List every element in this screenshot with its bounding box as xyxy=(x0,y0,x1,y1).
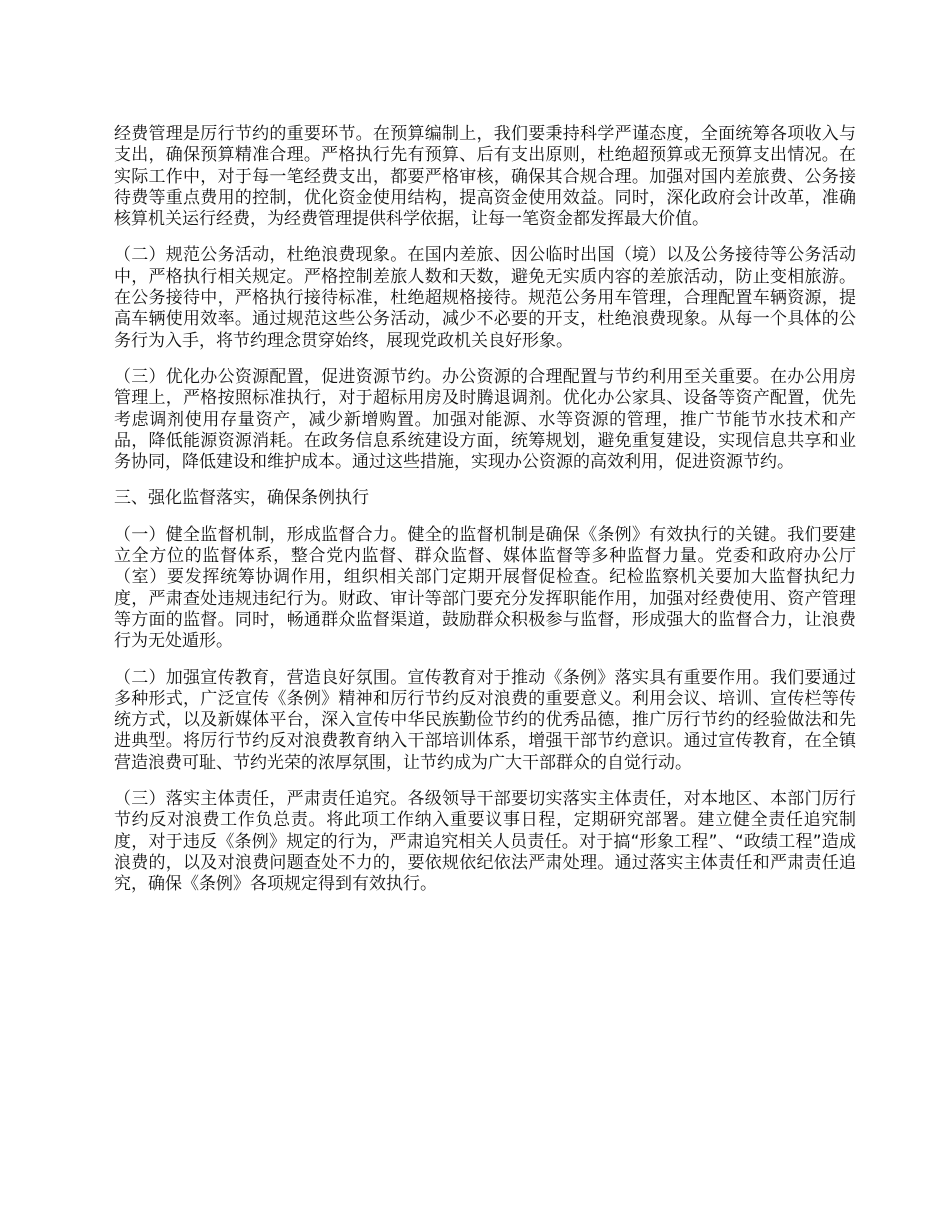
paragraph-supervision-mechanism: （一）健全监督机制，形成监督合力。健全的监督机制是确保《条例》有效执行的关键。我们要建立全方位的监督体系，整合党内监督、群众监督、媒体监督等多种监督力量。党委和政府办公厅（室）要发挥统筹协调作用，组织相关部门定期开展督促检查。纪检监察机关要加大监督执纪力度，严肃查处违规违纪行为。财政、审计等部门要充分发挥职能作用，加强对经费使用、资产管理等方面的监督。同时，畅通群众监督渠道，鼓励群众积极参与监督，形成强大的监督合力，让浪费行为无处遁形。 xyxy=(114,524,856,652)
paragraph-office-resources: （三）优化办公资源配置，促进资源节约。办公资源的合理配置与节约利用至关重要。在办公用房管理上，严格按照标准执行，对于超标用房及时腾退调剂。优化办公家具、设备等资产配置，优先考虑调剂使用存量资产，减少新增购置。加强对能源、水等资源的管理，推广节能节水技术和产品，降低能源资源消耗。在政务信息系统建设方面，统筹规划，避免重复建设，实现信息共享和业务协同，降低建设和维护成本。通过这些措施，实现办公资源的高效利用，促进资源节约。 xyxy=(114,366,856,473)
document-body xyxy=(114,124,856,911)
paragraph-publicity-education: （二）加强宣传教育，营造良好氛围。宣传教育对于推动《条例》落实具有重要作用。我们要通过多种形式，广泛宣传《条例》精神和厉行节约反对浪费的重要意义。利用会议、培训、宣传栏等传统方式，以及新媒体平台，深入宣传中华民族勤俭节约的优秀品德，推广厉行节约的经验做法和先进典型。将厉行节约反对浪费教育纳入干部培训体系，增强干部节约意识。通过宣传教育，在全镇营造浪费可耻、节约光荣的浓厚氛围，让节约成为广大干部群众的自觉行动。 xyxy=(114,667,856,773)
paragraph-official-activities: （二）规范公务活动，杜绝浪费现象。在国内差旅、因公临时出国（境）以及公务接待等公务活动中，严格执行相关规定。严格控制差旅人数和天数，避免无实质内容的差旅活动，防止变相旅游。在公务接待中，严格执行接待标准，杜绝超规格接待。规范公务用车管理，合理配置车辆资源，提高车辆使用效率。通过规范这些公务活动，减少不必要的开支，杜绝浪费现象。从每一个具体的公务行为入手，将节约理念贯穿始终，展现党政机关良好形象。 xyxy=(114,245,856,351)
section-heading-supervision: 三、强化监督落实，确保条例执行 xyxy=(114,488,369,509)
paragraph-accountability: （三）落实主体责任，严肃责任追究。各级领导干部要切实落实主体责任，对本地区、本部门厉行节约反对浪费工作负总责。将此项工作纳入重要议事日程，定期研究部署。建立健全责任追究制度，对于违反《条例》规定的行为，严肃追究相关人员责任。对于搞“形象工程”、“政绩工程”造成浪费的，以及对浪费问题查处不力的，要依规依纪依法严肃处理。通过落实主体责任和严肃责任追究，确保《条例》各项规定得到有效执行。 xyxy=(114,789,856,895)
paragraph-budget-management: 经费管理是厉行节约的重要环节。在预算编制上，我们要秉持科学严谨态度，全面统筹各项收入与支出，确保预算精准合理。严格执行先有预算、后有支出原则，杜绝超预算或无预算支出情况。在实际工作中，对于每一笔经费支出，都要严格审核，确保其合规合理。加强对国内差旅费、公务接待费等重点费用的控制，优化资金使用结构，提高资金使用效益。同时，深化政府会计改革，准确核算机关运行经费，为经费管理提供科学依据，让每一笔资金都发挥最大价值。 xyxy=(114,124,856,230)
